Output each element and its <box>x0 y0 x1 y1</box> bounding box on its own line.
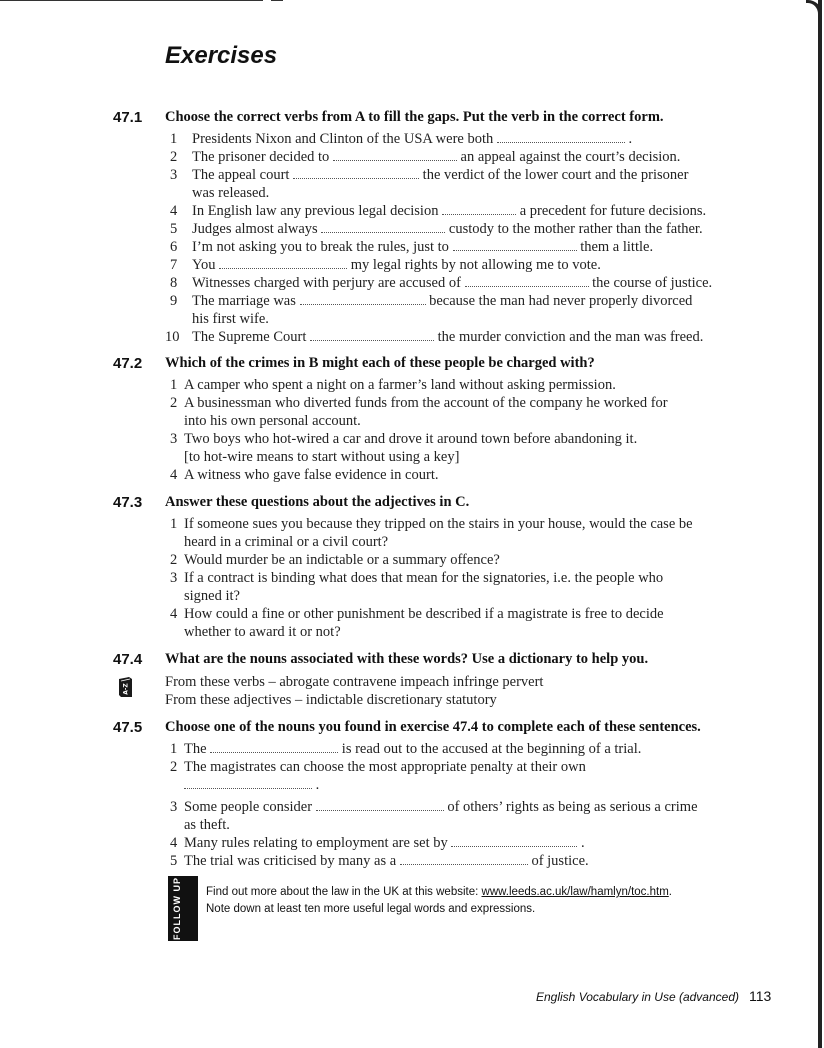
exercise-instruction: Choose the correct verbs from A to fill the gaps. Put the verb in the correct form. <box>165 109 664 125</box>
item-number: 7 <box>170 257 178 273</box>
item-text: The <box>184 741 211 757</box>
item-text: A camper who spent a night on a farmer’s land without asking permission. <box>184 377 616 393</box>
follow-up-text <box>206 884 672 918</box>
word-list-verbs: From these verbs – abrogate contravene impeach infringe pervert <box>165 674 544 690</box>
top-rule-dash <box>271 0 283 1</box>
item-text: an appeal against the court’s decision. <box>456 149 681 165</box>
item-text: You <box>192 257 220 273</box>
item-text: them a little. <box>576 239 654 255</box>
exercise-items <box>165 376 765 484</box>
list-item <box>165 256 765 274</box>
answer-blank[interactable] <box>451 835 577 847</box>
item-number: 1 <box>170 377 178 393</box>
item-number: 5 <box>170 221 178 237</box>
list-item <box>165 834 765 852</box>
item-number: 1 <box>170 516 178 532</box>
item-text: A businessman who diverted funds from the account of the company he worked for <box>184 395 668 411</box>
list-item <box>165 292 765 328</box>
exercise-items <box>165 130 765 346</box>
item-number: 4 <box>170 203 178 219</box>
answer-blank[interactable] <box>310 329 434 341</box>
item-text: Some people consider <box>184 799 316 815</box>
list-item <box>165 220 765 238</box>
item-number: 3 <box>170 570 178 586</box>
answer-blank[interactable] <box>210 741 338 753</box>
item-number: 9 <box>170 293 178 309</box>
item-text: The trial was criticised by many as a <box>184 853 400 869</box>
item-text: is read out to the accused at the beginning of a trial. <box>338 741 642 757</box>
answer-blank[interactable] <box>442 203 516 215</box>
book-title: English Vocabulary in Use (advanced) <box>536 990 739 1004</box>
item-text: . <box>624 131 633 147</box>
item-number: 4 <box>170 835 178 851</box>
exercise-instruction: Choose one of the nouns you found in exercise 47.4 to complete each of these sentences. <box>165 719 701 735</box>
item-text: the murder conviction and the man was freed. <box>434 329 704 345</box>
answer-blank[interactable] <box>184 777 312 789</box>
answer-blank[interactable] <box>497 131 625 143</box>
item-text: The Supreme Court <box>192 329 310 345</box>
item-text: because the man had never properly divorced <box>425 293 693 309</box>
item-number: 3 <box>170 167 178 183</box>
dictionary-book-icon <box>117 676 133 698</box>
answer-blank[interactable] <box>293 167 419 179</box>
item-text: custody to the mother rather than the father. <box>445 221 703 237</box>
item-number: 3 <box>170 799 178 815</box>
top-rule <box>0 0 263 1</box>
item-number: 8 <box>170 275 178 291</box>
item-text: . <box>312 777 320 793</box>
exercise-items <box>165 515 765 641</box>
list-item <box>165 166 765 202</box>
list-item <box>165 798 765 834</box>
item-text: Witnesses charged with perjury are accused of <box>192 275 465 291</box>
item-number: 3 <box>170 431 178 447</box>
word-list-adjectives: From these adjectives – indictable discretionary statutory <box>165 692 497 708</box>
item-text: . <box>577 835 585 851</box>
item-number: 2 <box>170 552 178 568</box>
exercise-instruction: Answer these questions about the adjectives in C. <box>165 494 470 510</box>
answer-blank[interactable] <box>316 799 444 811</box>
list-item <box>165 130 765 148</box>
list-item <box>165 852 765 870</box>
item-text: a precedent for future decisions. <box>516 203 707 219</box>
answer-blank[interactable] <box>453 239 577 251</box>
exercise-instruction: Which of the crimes in B might each of these people be charged with? <box>165 355 595 371</box>
item-text: I’m not asking you to break the rules, just to <box>192 239 453 255</box>
svg-text:A-Z: A-Z <box>122 683 130 695</box>
answer-blank[interactable] <box>300 293 426 305</box>
exercise-items <box>165 740 765 870</box>
list-item <box>165 740 765 758</box>
list-item <box>165 202 765 220</box>
item-text: How could a fine or other punishment be described if a magistrate is free to decide <box>184 606 664 622</box>
list-item <box>165 551 765 569</box>
item-text-continued: his first wife. <box>192 311 269 327</box>
item-number: 1 <box>170 131 178 147</box>
exercise-number: 47.1 <box>113 109 143 126</box>
item-text: the verdict of the lower court and the prisoner <box>419 167 689 183</box>
item-text: Two boys who hot-wired a car and drove it around town before abandoning it. <box>184 431 638 447</box>
item-text-continued: [to hot-wire means to start without using a key] <box>184 449 460 465</box>
item-text-continued: was released. <box>192 185 270 201</box>
item-text-continued: whether to award it or not? <box>184 624 341 640</box>
list-item <box>165 605 765 641</box>
item-text: The magistrates can choose the most appropriate penalty at their own <box>184 759 586 775</box>
page-footer <box>536 988 771 1004</box>
item-text: Judges almost always <box>192 221 322 237</box>
website-link[interactable]: www.leeds.ac.uk/law/hamlyn/toc.htm <box>481 886 669 898</box>
item-number: 4 <box>170 606 178 622</box>
follow-up-line-2: Note down at least ten more useful legal words and expressions. <box>206 903 536 915</box>
item-number: 6 <box>170 239 178 255</box>
item-number: 10 <box>165 329 180 345</box>
item-text-continued: into his own personal account. <box>184 413 361 429</box>
item-text-continued: heard in a criminal or a civil court? <box>184 534 389 550</box>
item-text: the course of justice. <box>588 275 713 291</box>
exercise-number: 47.2 <box>113 355 143 372</box>
item-number: 2 <box>170 759 178 775</box>
follow-up-line-1 <box>206 884 672 901</box>
item-number: 5 <box>170 853 178 869</box>
item-text: of others’ rights as being as serious a crime <box>443 799 698 815</box>
item-number: 2 <box>170 395 178 411</box>
item-number: 2 <box>170 149 178 165</box>
list-item <box>165 238 765 256</box>
answer-blank[interactable] <box>400 853 528 865</box>
follow-up-text-part: Find out more about the law in the UK at this website: <box>206 886 482 898</box>
item-text-continued: signed it? <box>184 588 240 604</box>
item-text: A witness who gave false evidence in court. <box>184 467 439 483</box>
item-text: The marriage was <box>192 293 300 309</box>
list-item <box>165 758 765 794</box>
item-text-continued: as theft. <box>184 817 230 833</box>
list-item <box>165 394 765 430</box>
follow-up-badge <box>168 876 198 941</box>
item-number: 4 <box>170 467 178 483</box>
list-item <box>165 376 765 394</box>
item-text: Presidents Nixon and Clinton of the USA were both <box>192 131 497 147</box>
follow-up-label: FOLLOW UP <box>172 877 182 940</box>
list-item <box>165 274 765 292</box>
list-item <box>165 466 765 484</box>
page-title: Exercises <box>165 42 278 69</box>
item-text: Many rules relating to employment are set by <box>184 835 452 851</box>
list-item <box>165 515 765 551</box>
answer-blank[interactable] <box>321 221 445 233</box>
exercise-number: 47.5 <box>113 719 143 736</box>
list-item <box>165 569 765 605</box>
list-item <box>165 148 765 166</box>
item-text: my legal rights by not allowing me to vote. <box>347 257 601 273</box>
answer-blank[interactable] <box>465 275 589 287</box>
item-number: 1 <box>170 741 178 757</box>
page-number: 113 <box>749 988 772 1004</box>
item-text: If a contract is binding what does that mean for the signatories, i.e. the people who <box>184 570 664 586</box>
answer-blank[interactable] <box>219 257 347 269</box>
list-item <box>165 328 765 346</box>
item-text: The prisoner decided to <box>192 149 333 165</box>
item-text: of justice. <box>527 853 589 869</box>
follow-up-text-part: . <box>668 886 672 898</box>
item-text: Would murder be an indictable or a summary offence? <box>184 552 500 568</box>
list-item <box>165 430 765 466</box>
exercise-instruction: What are the nouns associated with these words? Use a dictionary to help you. <box>165 651 649 667</box>
exercise-number: 47.4 <box>113 651 143 668</box>
binding-edge <box>818 0 822 1048</box>
item-text: The appeal court <box>192 167 294 183</box>
item-text: In English law any previous legal decision <box>192 203 443 219</box>
answer-blank[interactable] <box>333 149 457 161</box>
exercise-number: 47.3 <box>113 494 143 511</box>
item-text: If someone sues you because they tripped on the stairs in your house, would the case be <box>184 516 693 532</box>
